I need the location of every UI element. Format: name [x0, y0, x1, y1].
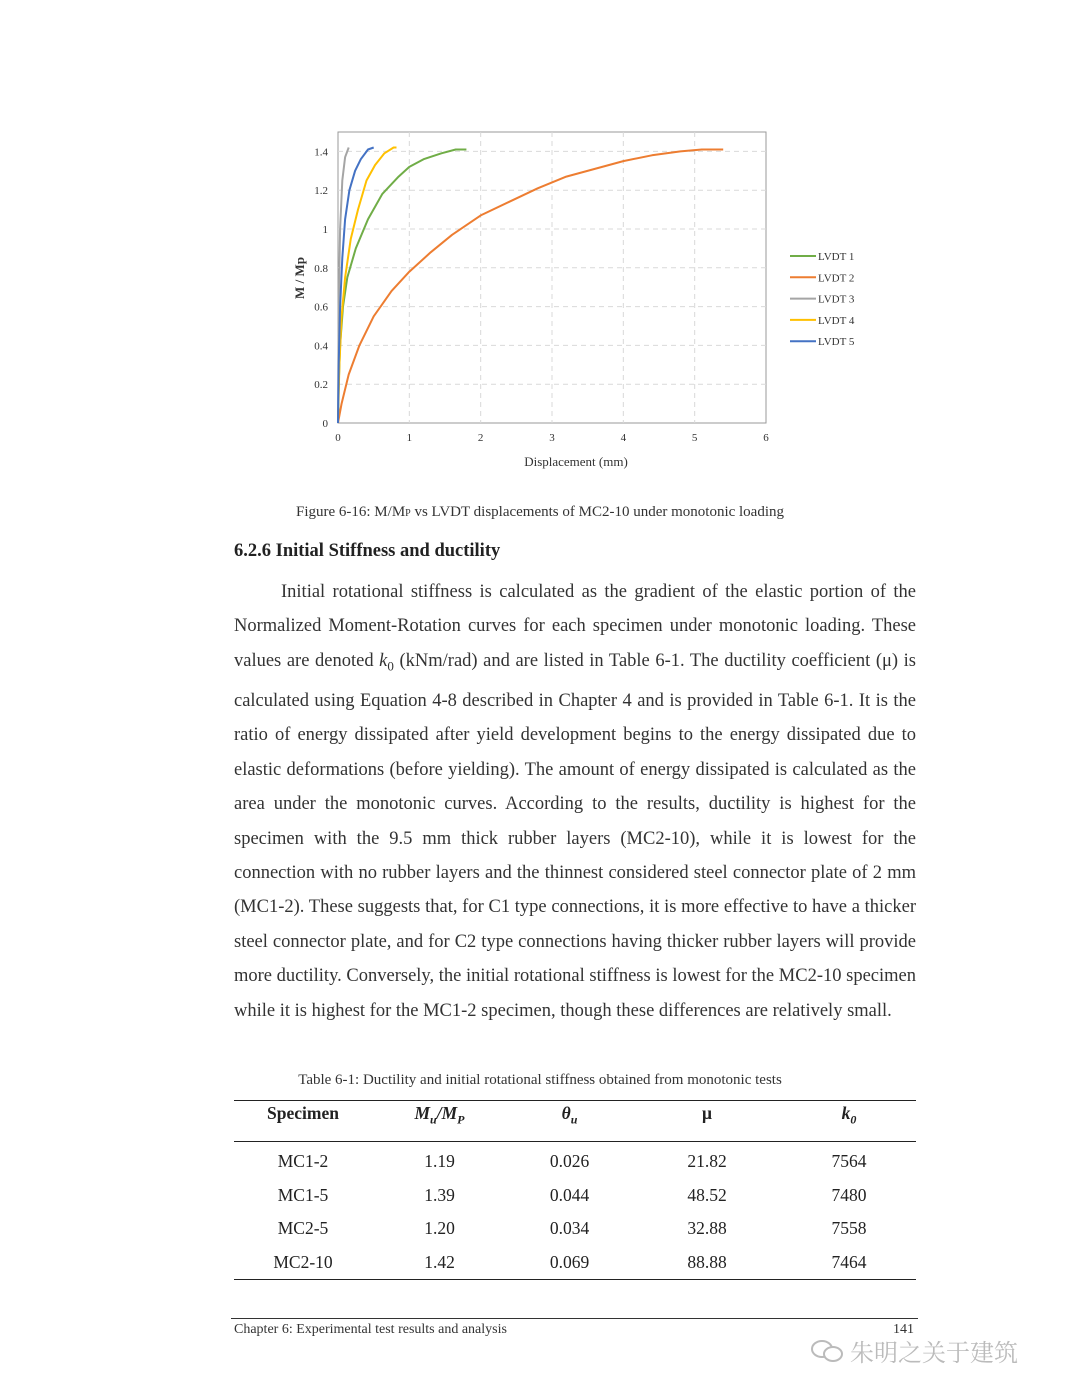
legend-label-lvdt-3: LVDT 3 [818, 293, 855, 306]
cell-mu: 88.88 [632, 1246, 782, 1280]
legend-label-lvdt-4: LVDT 4 [818, 314, 855, 327]
x-axis-label: Displacement (mm) [524, 454, 628, 469]
table-row [234, 1142, 916, 1179]
y-tick-label: 0.2 [314, 379, 328, 392]
y-tick-label: 0.6 [314, 301, 328, 314]
cell-mu: 21.82 [687, 1151, 727, 1172]
cell-mu: 48.52 [687, 1184, 727, 1205]
header-specimen: Specimen [234, 1101, 372, 1142]
body-paragraph [234, 575, 916, 1028]
x-tick-label: 3 [549, 432, 555, 444]
cell-k0: 7558 [831, 1218, 867, 1239]
cell-mu-mp: 1.42 [372, 1246, 507, 1280]
cell-k0: 7480 [831, 1184, 867, 1205]
header-mu-mp: $M_u/M_P$ [372, 1101, 507, 1142]
cell-theta: 0.034 [549, 1218, 590, 1239]
results-table [234, 1100, 916, 1280]
watermark [810, 1333, 1018, 1368]
cell-k0: 7564 [831, 1151, 867, 1172]
x-tick-label: 2 [477, 432, 484, 444]
table-row [234, 1179, 916, 1213]
chat-bubbles-icon [810, 1339, 844, 1363]
legend-label-lvdt-1: LVDT 1 [818, 251, 855, 263]
k0-subscript: 0 [387, 658, 394, 674]
cell-k0: 7464 [782, 1246, 916, 1280]
table-row [234, 1212, 916, 1246]
cell-theta: 0.044 [549, 1184, 590, 1205]
figure-caption-sub: P [405, 508, 411, 519]
cell-specimen: MC2-5 [277, 1218, 329, 1239]
paragraph-part1: Initial rotational stiffness is calculated as the gradient of the elastic portion of the Normalized Moment-Rotation curves for each specimen under monotonic loading. These values are denoted [234, 582, 916, 671]
y-tick-label: 1.4 [314, 146, 328, 159]
x-tick-label: 4 [620, 432, 627, 444]
footer-chapter: Chapter 6: Experimental test results and analysis [234, 1322, 507, 1337]
y-axis-ticks [314, 146, 328, 430]
figure-caption [0, 504, 1080, 521]
y-tick-label: 0 [322, 418, 328, 430]
table-header-row [234, 1101, 916, 1142]
x-tick-label: 1 [406, 432, 413, 444]
cell-theta: 0.026 [549, 1151, 590, 1172]
y-tick-label: 0.8 [314, 262, 328, 275]
y-tick-label: 1.2 [314, 185, 328, 198]
table-row [234, 1246, 916, 1280]
header-mu: μ [632, 1101, 782, 1142]
y-axis-label: M / Mp [292, 257, 307, 299]
section-heading: 6.2.6 Initial Stiffness and ductility [234, 541, 501, 561]
y-tick-label: 1 [322, 224, 328, 236]
header-theta: $\theta_u$ [507, 1101, 632, 1142]
y-tick-label: 0.4 [314, 340, 328, 353]
cell-mu-mp: 1.20 [424, 1218, 455, 1239]
legend [790, 251, 855, 348]
paragraph-part2: (kNm/rad) and are listed in Table 6-1. The ductility coefficient (μ) is calculated using Equation 4-8 described in Chapter 4 and is provided in Table 6-1. It is the ratio of energy dissipated after yield development begins to the energy dissipated due to elastic deformations (before yielding). The amount of energy dissipated is calculated as the area under the monotonic curves. According to the results, ductility is highest for the specimen with the 9.5 mm thick rubber layers (MC2-10), while it is lowest for the connection with no rubber layers and the thinnest considered steel connector plate of 2 mm (MC1-2). These suggests that, for C1 type connections, it is more effective to have a thicker steel connector plate, and for C2 type connections having thicker rubber layers will provide more ductility. Conversely, the initial rotational stiffness is lowest for the MC2-10 specimen while it is highest for the MC1-2 specimen, though these differences are relatively small. [234, 650, 916, 1021]
legend-label-lvdt-5: LVDT 5 [818, 336, 855, 349]
cell-mu-mp: 1.39 [424, 1184, 455, 1205]
displacement-chart [285, 120, 885, 480]
k0-symbol: k [379, 650, 388, 671]
cell-mu-mp: 1.19 [424, 1151, 455, 1172]
x-tick-label: 5 [691, 432, 698, 444]
cell-specimen: MC1-5 [277, 1184, 329, 1205]
cell-theta: 0.069 [507, 1246, 632, 1280]
watermark-text: 朱明之关于建筑 [850, 1339, 1018, 1367]
page-number: 141 [893, 1322, 914, 1337]
table-caption: Table 6-1: Ductility and initial rotational stiffness obtained from monotonic tests [298, 1072, 782, 1088]
figure-caption-prefix: Figure 6-16: M/M [295, 504, 406, 520]
header-k0: $k_0$ [782, 1101, 916, 1142]
legend-label-lvdt-2: LVDT 2 [818, 272, 855, 285]
x-tick-label: 0 [335, 432, 341, 444]
cell-mu: 32.88 [687, 1218, 727, 1239]
figure-caption-suffix: vs LVDT displacements of MC2-10 under monotonic loading [410, 504, 785, 520]
footer-divider [231, 1318, 918, 1319]
cell-specimen: MC2-10 [234, 1246, 372, 1280]
x-tick-label: 6 [763, 432, 769, 444]
cell-specimen: MC1-2 [277, 1151, 329, 1172]
x-axis-ticks [335, 432, 769, 444]
